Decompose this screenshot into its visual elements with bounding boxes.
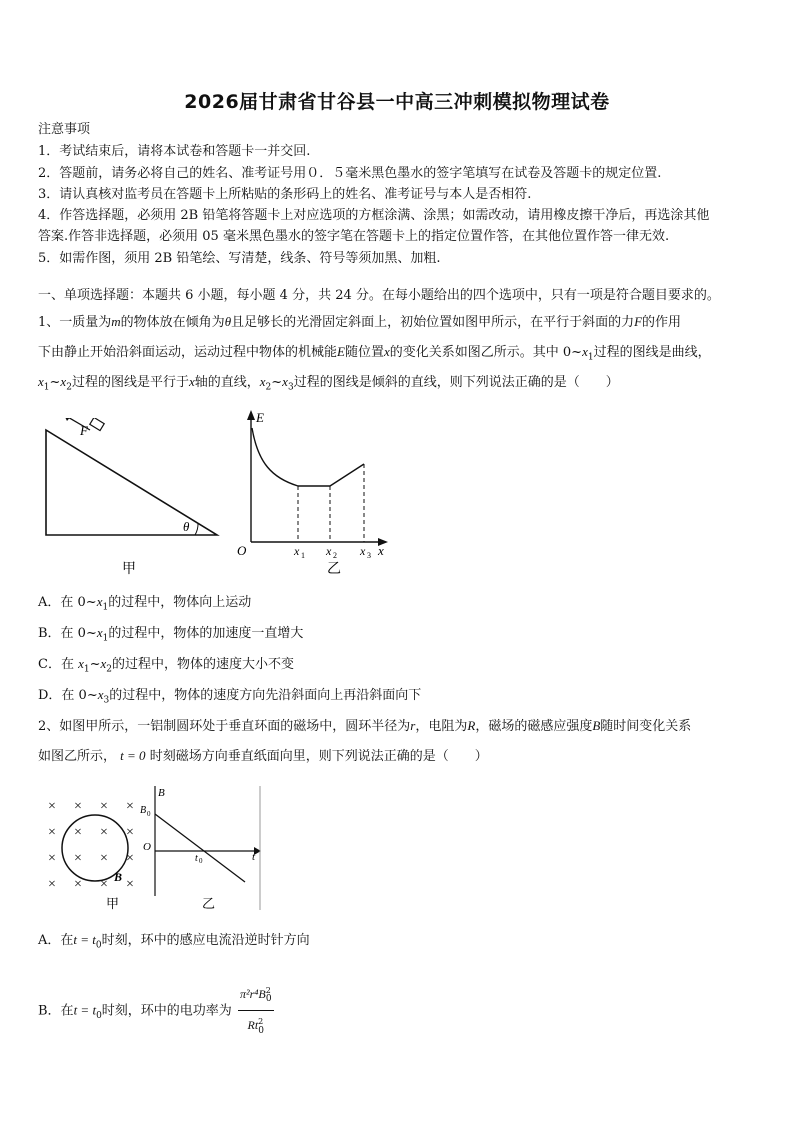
notice-item: 1．考试结束后，请将本试卷和答题卡一并交回. <box>38 144 311 159</box>
q1-stem-line3: $x_1\sim x_2$过程的图线是平行于x轴的直线，$x_2\sim x_3$过程的图线是倾斜的直线，则下列说法正确的是（ ） <box>38 374 619 393</box>
notice-item: 答案.作答非选择题，必须用 05 毫米黑色墨水的签字笔在答题卡上的指定位置作答，在其他位置作答一律无效. <box>38 229 670 244</box>
q2-option-a: A．在$t = t_0$时刻，环中的感应电流沿逆时针方向 <box>38 932 310 951</box>
section-heading: 一、单项选择题：本题共 6 小题，每小题 4 分，共 24 分。在每小题给出的四个选项中，只有一项是符合题目要求的。 <box>38 288 720 303</box>
q1-stem-line2: 下由静止开始沿斜面运动，运动过程中物体的机械能E随位置x的变化关系如图乙所示。其中 $0\sim x_1$过程的图线是曲线， <box>38 344 711 363</box>
svg-text:×: × <box>100 851 108 866</box>
page-title: 2026届甘肃省甘谷县一中高三冲刺模拟物理试卷 <box>184 91 610 113</box>
svg-text:×: × <box>100 877 108 892</box>
svg-text:×: × <box>126 851 134 866</box>
q1-option-c: C．在 $x_1\sim x_2$的过程中，物体的速度大小不变 <box>38 656 295 675</box>
figure-caption-jia: 甲 <box>122 562 136 577</box>
svg-text:×: × <box>74 877 82 892</box>
svg-text:0: 0 <box>147 810 151 818</box>
tick-x2: x <box>326 544 332 558</box>
power-fraction: $\frac{\pi^2r^4B^2_0}{Rt^2_0}$ <box>238 980 274 1042</box>
axis-label-E: E <box>256 410 264 425</box>
svg-text:×: × <box>48 799 56 814</box>
axis-label-t: t <box>252 851 256 863</box>
field-label-B: B <box>114 870 123 884</box>
angle-arc <box>195 523 198 535</box>
svg-text:2: 2 <box>333 551 337 560</box>
tick-t0: t <box>195 853 198 864</box>
notice-item: 2．答题前，请务必将自己的姓名、准考证号用０．５毫米黑色墨水的签字笔填写在试卷及答题卡的规定位置. <box>38 166 662 181</box>
energy-curve <box>252 428 364 486</box>
svg-text:×: × <box>74 851 82 866</box>
q2-figure-bt-graph <box>140 782 270 915</box>
q2-stem-line1: 2、如图甲所示，一铝制圆环处于垂直环面的磁场中，圆环半径为r，电阻为R，磁场的磁感应强度B随时间变化关系 <box>38 718 692 734</box>
tick-B0: B <box>140 805 147 816</box>
q1-figure-energy-graph <box>232 408 397 578</box>
incline-triangle <box>46 430 217 535</box>
axis-label-B: B <box>158 787 165 799</box>
block <box>90 418 104 431</box>
svg-text:×: × <box>100 825 108 840</box>
figure-caption-jia: 甲 <box>106 896 120 911</box>
svg-text:×: × <box>126 825 134 840</box>
svg-text:×: × <box>126 799 134 814</box>
svg-text:×: × <box>74 799 82 814</box>
q1-option-d: D．在 $0\sim x_3$的过程中，物体的速度方向先沿斜面向上再沿斜面向下 <box>38 687 422 706</box>
notice-item: 3．请认真核对监考员在答题卡上所粘贴的条形码上的姓名、准考证号与本人是否相符. <box>38 187 532 202</box>
axis-label-x: x <box>378 543 384 558</box>
svg-text:1: 1 <box>301 551 305 560</box>
svg-text:×: × <box>48 851 56 866</box>
notice-item: 5．如需作图，须用 2B 铅笔绘、写清楚，线条、符号等须加黑、加粗. <box>38 251 441 266</box>
tick-x3: x <box>360 544 366 558</box>
q2-option-b: B．在$t = t_0$时刻，环中的电功率为 $\frac{\pi^2r^4B^2_0}{Rt^2_0}$ <box>38 980 274 1042</box>
svg-text:×: × <box>48 877 56 892</box>
svg-text:×: × <box>126 877 134 892</box>
svg-text:×: × <box>48 825 56 840</box>
origin-label: O <box>237 543 247 558</box>
b-line <box>155 814 245 882</box>
notice-heading: 注意事项 <box>38 122 91 137</box>
svg-text:3: 3 <box>367 551 371 560</box>
theta-label: θ <box>183 519 190 534</box>
svg-text:×: × <box>100 799 108 814</box>
force-label: F <box>80 423 88 438</box>
figure-caption-yi: 乙 <box>327 562 341 577</box>
notice-item: 4．作答选择题，必须用 2B 铅笔将答题卡上对应选项的方框涂满、涂黑；如需改动，请用橡皮擦干净后，再选涂其他 <box>38 208 710 223</box>
tick-x1: x <box>294 544 300 558</box>
q1-option-a: A．在 $0\sim x_1$的过程中，物体向上运动 <box>38 594 252 613</box>
q1-figure-incline <box>40 418 225 583</box>
figure-caption-yi: 乙 <box>202 896 216 911</box>
q2-stem-line2: 如图乙所示， t = 0 时刻磁场方向垂直纸面向里，则下列说法正确的是（ ） <box>38 748 488 764</box>
q1-stem-line1: 1、一质量为m的物体放在倾角为θ且足够长的光滑固定斜面上，初始位置如图甲所示，在平行于斜面的力F的作用 <box>38 314 682 330</box>
svg-text:0: 0 <box>199 857 203 865</box>
origin-label: O <box>143 841 151 853</box>
svg-text:×: × <box>74 825 82 840</box>
q1-option-b: B．在 $0\sim x_1$的过程中，物体的加速度一直增大 <box>38 625 304 644</box>
